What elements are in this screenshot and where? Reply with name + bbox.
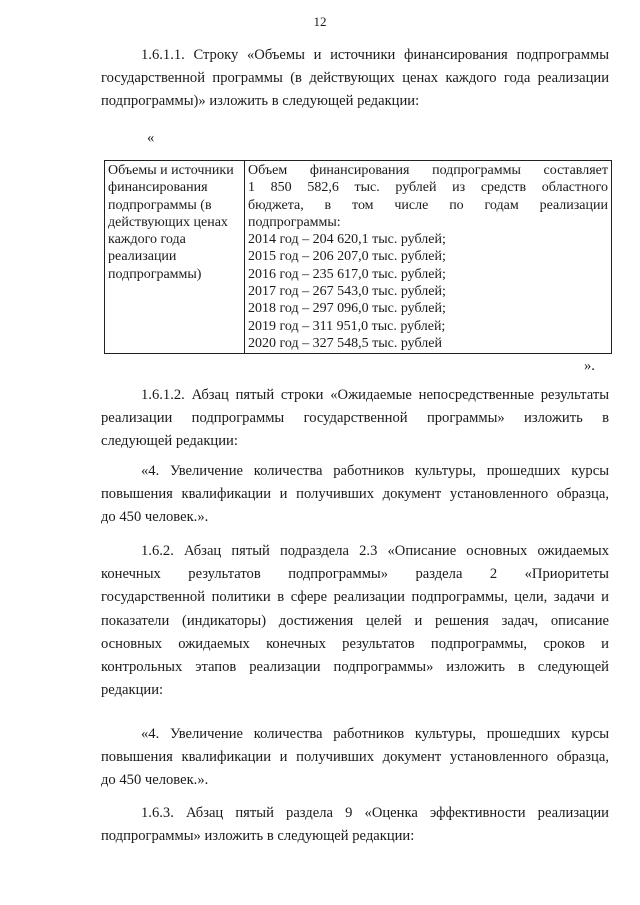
- financing-table: [104, 160, 612, 354]
- cell-line: подпрограммы:: [248, 214, 341, 230]
- cell-line: 2019 год – 311 951,0 тыс. рублей;: [248, 318, 446, 334]
- text-line: повышения квалификации и получивших документ установленного образца,: [101, 749, 609, 766]
- cell-line: подпрограммы (в: [108, 197, 212, 213]
- cell-line: финансирования: [108, 180, 208, 196]
- cell-line: 2014 год – 204 620,1 тыс. рублей;: [248, 232, 446, 248]
- text-line: государственной программы (в действующих ценах каждого года реализации: [101, 70, 609, 87]
- text-line: подпрограммы» изложить в следующей редакции:: [101, 828, 415, 845]
- paragraph-1-6-1-1: [101, 44, 609, 114]
- cell-line: Объем финансирования подпрограммы составляет: [248, 163, 608, 178]
- cell-line: 2020 год – 327 548,5 тыс. рублей: [248, 335, 442, 351]
- text-line: контрольных этапов реализации подпрограммы» изложить в следующей: [101, 659, 609, 676]
- table-cell-value: [245, 161, 612, 354]
- cell-line: подпрограммы): [108, 266, 202, 282]
- text-line: «4. Увеличение количества работников культуры, прошедших курсы: [141, 463, 609, 479]
- cell-line: Объемы и источники: [108, 163, 234, 178]
- opening-quote: «: [147, 130, 155, 146]
- text-line: 1.6.2. Абзац пятый подраздела 2.3 «Описание основных ожидаемых: [141, 543, 609, 559]
- paragraph-1-6-2: [101, 540, 609, 702]
- cell-line: каждого года: [108, 232, 186, 248]
- quoted-item-4-second: [101, 723, 609, 793]
- text-line: до 450 человек.».: [101, 509, 209, 526]
- table-row: [105, 161, 612, 354]
- paragraph-1-6-3: [101, 802, 609, 848]
- cell-line: 2017 год – 267 543,0 тыс. рублей;: [248, 284, 446, 300]
- text-line: следующей редакции:: [101, 433, 238, 450]
- cell-line: реализации: [108, 249, 177, 265]
- text-line: показатели (индикаторы) достижения целей и решения задач, описание: [101, 612, 609, 629]
- paragraph-1-6-1-2: [101, 384, 609, 454]
- closing-quote: ».: [584, 358, 595, 374]
- text-line: 1.6.1.2. Абзац пятый строки «Ожидаемые непосредственные результаты: [141, 387, 609, 403]
- text-line: редакции:: [101, 682, 164, 699]
- text-line: конечных результатов подпрограммы» раздела 2 «Приоритеты: [101, 566, 609, 583]
- text-line: реализации подпрограммы государственной программы» изложить в: [101, 410, 609, 427]
- text-line: 1.6.1.1. Строку «Объемы и источники финансирования подпрограммы: [141, 47, 609, 63]
- text-line: подпрограммы)» изложить в следующей редакции:: [101, 93, 420, 110]
- table-cell-label: [105, 161, 245, 354]
- text-line: до 450 человек.».: [101, 772, 209, 789]
- cell-line: 2018 год – 297 096,0 тыс. рублей;: [248, 301, 446, 317]
- cell-line: 1 850 582,6 тыс. рублей из средств областного: [248, 180, 608, 196]
- cell-line: бюджета, в том числе по годам реализации: [248, 197, 608, 213]
- quoted-item-4-first: [101, 460, 609, 530]
- text-line: основных ожидаемых конечных результатов подпрограммы, сроков и: [101, 635, 609, 652]
- text-line: повышения квалификации и получивших документ установленного образца,: [101, 486, 609, 503]
- page-number: 12: [313, 14, 327, 29]
- text-line: 1.6.3. Абзац пятый раздела 9 «Оценка эффективности реализации: [141, 805, 609, 821]
- cell-line: 2015 год – 206 207,0 тыс. рублей;: [248, 249, 446, 265]
- cell-line: 2016 год – 235 617,0 тыс. рублей;: [248, 266, 446, 282]
- text-line: «4. Увеличение количества работников культуры, прошедших курсы: [141, 726, 609, 742]
- text-line: государственной политики в сфере реализации подпрограммы, цели, задачи и: [101, 589, 609, 606]
- cell-line: действующих ценах: [108, 214, 228, 230]
